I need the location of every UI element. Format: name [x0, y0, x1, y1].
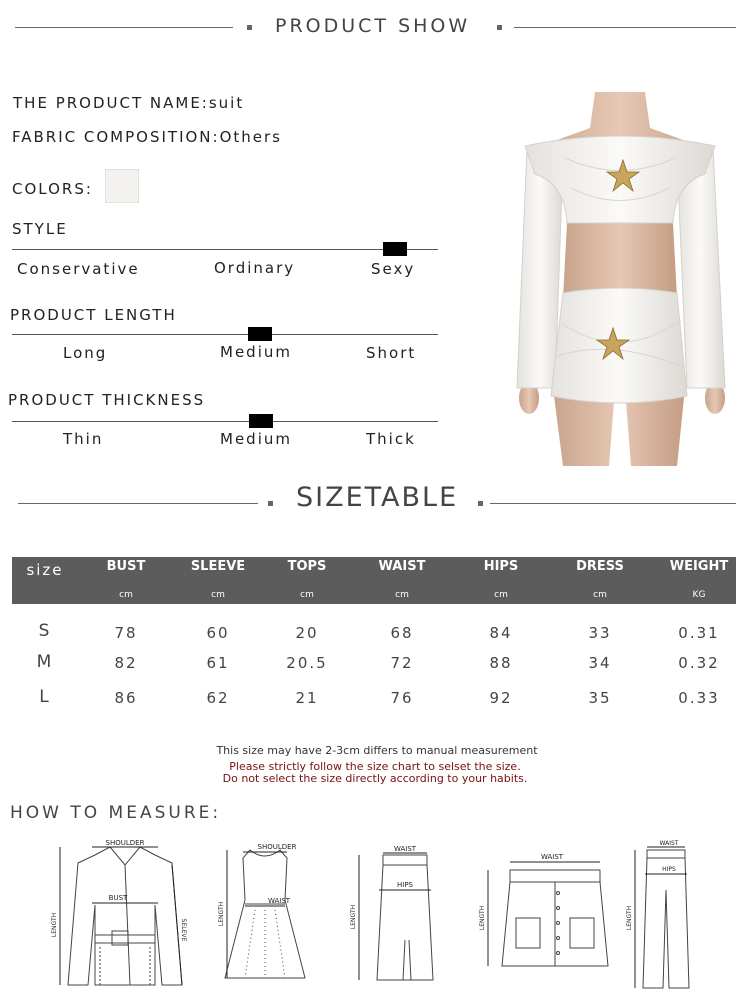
- size-warning-line1: Please strictly follow the size chart to selset the size.: [229, 760, 521, 773]
- col-waist-unit: cm: [395, 590, 409, 600]
- row-s-waist: 68: [390, 624, 414, 642]
- mannequin-midriff: [563, 223, 677, 298]
- pants-hips-label: HIPS: [662, 866, 676, 873]
- sizetable-dot-left: [268, 501, 273, 506]
- dress-shoulder-label: SHOULDER: [257, 843, 297, 851]
- row-l-tops: 21: [295, 689, 319, 707]
- row-l-size: L: [39, 687, 51, 707]
- length-scale-line: [12, 334, 438, 335]
- row-s-sleeve: 60: [206, 624, 230, 642]
- row-m-sleeve: 61: [206, 654, 230, 672]
- skirt-waist-label: WAIST: [393, 845, 417, 853]
- row-m-waist: 72: [390, 654, 414, 672]
- dress-waist-label: WAIST: [267, 897, 291, 905]
- row-s-hips: 84: [489, 624, 513, 642]
- shorts-measure-figure: [480, 848, 610, 973]
- jacket-sleeve-label: SELEVE: [180, 918, 187, 942]
- col-weight-unit: KG: [692, 590, 706, 600]
- col-hips: HIPS: [483, 559, 519, 574]
- length-option-medium: Medium: [220, 343, 292, 361]
- style-scale-marker: [383, 242, 407, 256]
- style-scale-line: [12, 249, 438, 250]
- thickness-option-thick: Thick: [366, 430, 416, 448]
- thickness-title: PRODUCT THICKNESS: [8, 391, 206, 409]
- length-option-long: Long: [63, 344, 108, 362]
- how-to-measure-title: HOW TO MEASURE:: [10, 803, 222, 823]
- sizetable-dot-right: [478, 501, 483, 506]
- size-column-header: size: [26, 561, 64, 579]
- fabric-composition: FABRIC COMPOSITION:Others: [12, 128, 282, 146]
- style-title: STYLE: [12, 220, 68, 238]
- row-l-waist: 76: [390, 689, 414, 707]
- row-l-bust: 86: [114, 689, 138, 707]
- style-option-ordinary: Ordinary: [214, 259, 296, 277]
- col-bust: BUST: [106, 559, 146, 574]
- col-hips-unit: cm: [494, 590, 508, 600]
- measurement-note: This size may have 2-3cm differs to manual measurement: [216, 744, 538, 757]
- row-m-size: M: [36, 652, 54, 672]
- style-option-conservative: Conservative: [17, 260, 140, 278]
- header-dot-left: [247, 25, 252, 30]
- skirt-hips-label: HIPS: [397, 881, 413, 889]
- thickness-scale-line: [12, 421, 438, 422]
- shorts-length-label: LENGTH: [479, 905, 486, 931]
- row-m-bust: 82: [114, 654, 138, 672]
- jacket-shoulder-label: SHOULDER: [105, 839, 145, 847]
- color-swatch-white[interactable]: [105, 169, 139, 203]
- col-bust-unit: cm: [119, 590, 133, 600]
- length-title: PRODUCT LENGTH: [10, 306, 177, 324]
- colors-label: COLORS:: [12, 180, 93, 198]
- length-scale-marker: [248, 327, 272, 341]
- row-l-hips: 92: [489, 689, 513, 707]
- thickness-option-medium: Medium: [220, 430, 292, 448]
- sizetable-title: SIZETABLE: [296, 482, 459, 513]
- row-m-hips: 88: [489, 654, 513, 672]
- col-tops-unit: cm: [300, 590, 314, 600]
- product-name: THE PRODUCT NAME:suit: [13, 94, 245, 112]
- thickness-scale-marker: [249, 414, 273, 428]
- product-show-title: PRODUCT SHOW: [275, 15, 471, 37]
- pants-length-label: LENGTH: [626, 905, 633, 931]
- row-m-weight: 0.32: [678, 654, 720, 672]
- row-l-sleeve: 62: [206, 689, 230, 707]
- shorts-waist-label: WAIST: [540, 853, 564, 861]
- product-photo: [505, 88, 735, 466]
- jacket-measure-figure: [50, 835, 200, 990]
- row-s-size: S: [38, 621, 52, 641]
- skirt-measure-figure: [345, 845, 445, 990]
- pants-measure-figure: [625, 840, 705, 995]
- col-tops: TOPS: [287, 559, 327, 574]
- style-option-sexy: Sexy: [371, 260, 416, 278]
- header-rule-right: [514, 27, 736, 28]
- size-warning-line2: Do not select the size directly according to your habits.: [222, 772, 528, 785]
- row-s-dress: 33: [588, 624, 612, 642]
- col-sleeve-unit: cm: [211, 590, 225, 600]
- jacket-bust-label: BUST: [108, 894, 128, 902]
- skirt-length-label: LENGTH: [350, 904, 357, 930]
- row-m-tops: 20.5: [286, 654, 328, 672]
- col-sleeve: SLEEVE: [190, 559, 246, 574]
- col-dress-unit: cm: [593, 590, 607, 600]
- row-s-bust: 78: [114, 624, 138, 642]
- dress-measure-figure: [215, 840, 315, 990]
- col-dress: DRESS: [576, 559, 624, 574]
- sizetable-rule-left: [18, 503, 258, 504]
- row-l-dress: 35: [588, 689, 612, 707]
- row-s-tops: 20: [295, 624, 319, 642]
- col-waist: WAIST: [378, 559, 426, 574]
- length-option-short: Short: [366, 344, 417, 362]
- col-weight: WEIGHT: [669, 559, 729, 574]
- header-dot-right: [497, 25, 502, 30]
- row-l-weight: 0.33: [678, 689, 720, 707]
- row-s-weight: 0.31: [678, 624, 720, 642]
- thickness-option-thin: Thin: [63, 430, 104, 448]
- row-m-dress: 34: [588, 654, 612, 672]
- dress-length-label: LENGTH: [218, 901, 225, 927]
- jacket-length-label: LENGTH: [51, 912, 58, 938]
- header-rule-left: [15, 27, 233, 28]
- sizetable-rule-right: [490, 503, 736, 504]
- pants-waist-label: WAIST: [659, 840, 679, 847]
